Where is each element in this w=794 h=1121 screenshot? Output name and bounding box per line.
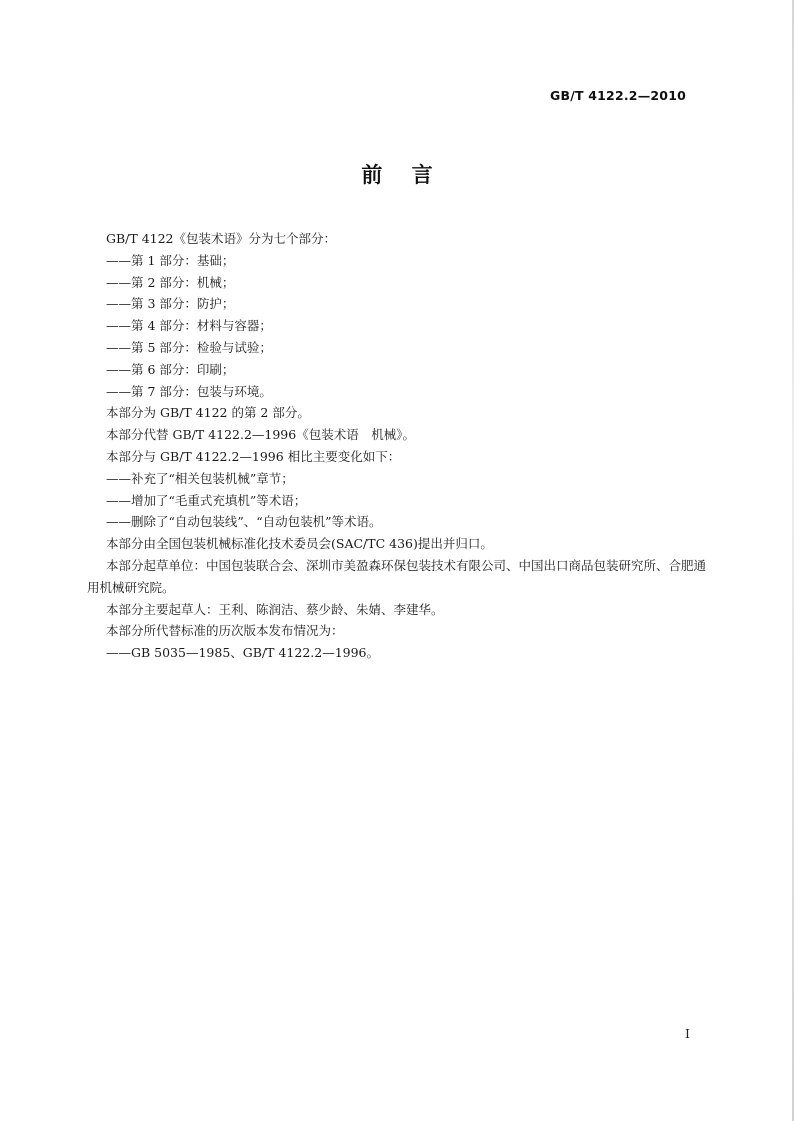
- list-item: ——第 1 部分：基础；: [106, 252, 235, 268]
- list-item: ——第 7 部分：包装与环境。: [106, 383, 272, 399]
- list-item: ——GB 5035—1985、GB/T 4122.2—1996。: [106, 645, 380, 661]
- list-item: ——第 3 部分：防护；: [106, 296, 235, 312]
- list-item: ——增加了“毛重式充填机”等术语；: [106, 492, 307, 508]
- page-title: 前 言: [361, 163, 433, 187]
- paragraph: 本部分起草单位：中国包装联合会、深圳市美盈森环保包装技术有限公司、中国出口商品包装研究所、合肥通用机械研究院。: [87, 557, 707, 595]
- list-item: ——第 2 部分：机械；: [106, 274, 235, 290]
- paragraph: GB/T 4122《包装术语》分为七个部分：: [106, 231, 337, 246]
- paragraph: 本部分代替 GB/T 4122.2—1996《包装术语 机械》。: [106, 427, 415, 443]
- paragraph: 本部分所代替标准的历次版本发布情况为：: [106, 623, 344, 639]
- standard-code: GB/T 4122.2—2010: [550, 88, 686, 103]
- paragraph: 本部分与 GB/T 4122.2—1996 相比主要变化如下：: [106, 448, 401, 464]
- paragraph: 本部分为 GB/T 4122 的第 2 部分。: [106, 405, 310, 421]
- list-item: ——补充了“相关包装机械”章节；: [106, 470, 294, 486]
- paragraph: 本部分由全国包装机械标准化技术委员会(SAC/TC 436)提出并归口。: [106, 536, 493, 552]
- list-item: ——第 6 部分：印刷；: [106, 361, 235, 377]
- paragraph: 本部分主要起草人：王利、陈润洁、蔡少龄、朱婧、李建华。: [106, 601, 444, 617]
- page-number: I: [685, 1026, 690, 1041]
- list-item: ——第 4 部分：材料与容器；: [106, 318, 272, 334]
- list-item: ——删除了“自动包装线”、“自动包装机”等术语。: [106, 514, 382, 530]
- list-item: ——第 5 部分：检验与试验；: [106, 339, 272, 355]
- foreword-body: [87, 228, 707, 664]
